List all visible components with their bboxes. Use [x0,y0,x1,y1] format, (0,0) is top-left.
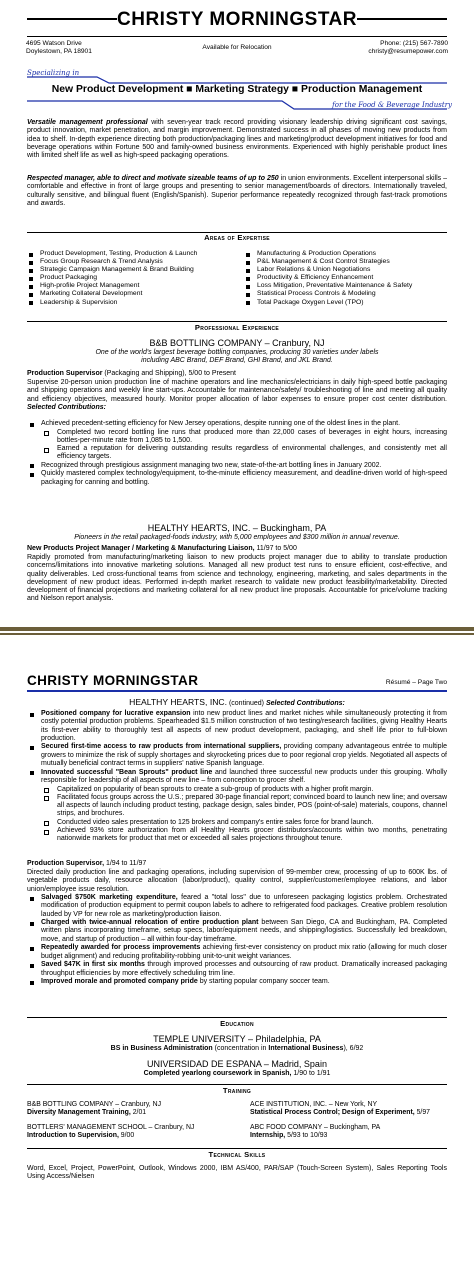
summary-2-text: in union environments. Excellent interpersonal skills – comfortable and effective in front of large groups and presenting to senior management/boards of directors. Internationally traveled, culturally sensitive, and bilingual fluent (English/Spanish). Superior performance repeatedly recognized through fast-track promotions and awards. [27,175,447,207]
job3-bullet-4-lead: Saved $47K in first six months [41,961,145,969]
contact-info [26,40,448,56]
job2-bullet-1-text: into new product lines and market niches while simultaneously protecting it from costly potential production problems. Spearheaded $1.5 million construction of two testing/research facilities, giving Healthy Hearts its first-ever ability to thoroughly test all aspects of new product development, packaging, and shelf life prior to full-blown production. [41,710,447,742]
training-entry-3 [27,1124,194,1141]
job3-title-line [27,860,447,868]
expertise-list-right [244,250,412,307]
expertise-right-item-6: Statistical Process Controls & Modeling [244,290,412,298]
job3-dates: 1/94 to 11/97 [104,860,147,867]
job2-description: Pioneers in the retail packaged-foods industry, with 5,000 employees and $300 million in annual revenue. [74,534,400,541]
page-two-label: Résumé – Page Two [385,679,447,686]
training-heading: Training [222,1086,252,1095]
job2-bullet-3-text: and launched three successful new products under this grouping. Wholly responsible for leadership of all aspects of new line – from conception to grocer shelf. [41,768,447,784]
training-1-course: Diversity Management Training, [27,1109,131,1117]
job3-bullet-5 [27,978,447,986]
education-1-degree-name: BS in Business Administration [110,1045,213,1052]
job1-description-2: including ABC Brand, DEF Brand, GHI Brand, and JKL Brand. [141,357,333,364]
education-2-course: Completed yearlong coursework in Spanish, [143,1070,292,1077]
training-2-course: Statistical Process Control; Design of Experiment, [250,1109,415,1117]
expertise-right-item-7: Total Package Oxygen Level (TPO) [244,299,412,307]
candidate-name-page-two: CHRISTY MORNINGSTAR [27,673,199,688]
resume-page-one [0,0,474,622]
job3-bullet-4-text: through improved processes and outsourcing of raw product. Dramatically increased packaging throughput efficiencies by more effectively scheduling trim line. [41,961,447,977]
job2-bullet-2-lead: Secured first-time access to raw products from international suppliers, [41,743,282,751]
job2-sub-bullet-3: Conducted video sales presentation to 125 brokers and company's entire sales force for brand launch. [41,819,447,827]
job2-bullet-1-lead: Positioned company for lucrative expansion [41,710,191,717]
job3-bullet-1-text: feared a "total loss" due to unforeseen packaging logistics problem. Orchestrated modification of production equipment to permit coupon labels to adhere to refrigerated food packages. Creative problem resolution lauded by VP for new role as marketing/production liaison. [41,894,447,918]
training-entry-2 [250,1101,430,1118]
job2-title: New Products Project Manager / Marketing & Manufacturing Liaison, [27,545,255,552]
expertise-right-item-3: Labor Relations & Union Negotiations [244,266,412,274]
job3-bullet-2-lead: Charged with twice-annual relocation of entire production plant [41,919,259,927]
job1-dates: (Packaging and Shipping), 5/00 to Present [102,370,236,377]
education-1-concentration-label: (concentration in [212,1045,269,1052]
job3-bullet-1-lead: Salvaged $750K marketing expenditure, [41,894,178,901]
headline-specialties: New Product Development ■ Marketing Strategy ■ Production Management [51,84,423,95]
job2-sub-bullet-1: Capitalized on popularity of bean sprouts to create a sub-group of products with a higher profit margin. [41,786,447,794]
job3-bullet-2 [27,919,447,944]
training-1-date: 2/01 [130,1109,147,1117]
job3-bullet-5-lead: Improved morale and promoted company pride [41,978,198,986]
job1-description-1: One of the world's largest beverage bottling companies, producing 30 varieties under labels [95,349,379,356]
training-rule [27,1084,447,1085]
job3-bullet-3-text: achieving first-ever consistency on product mix ratio (allowing for much closer budget alignment) and reducing profitability-robbing unit-to-unit weight variances. [41,944,447,960]
job2-summary: Rapidly promoted from manufacturing/marketing liaison to new products project manager due to ability to translate production concerns/limitations into innovative marketing solutions. Managed all new product test runs to ensure efficient, cost-effective, and quality deliverables. Led cross-functional teams from science and technology, engineering, marketing, and sales departments in the development of new product ideas. Performed in-depth market research to validate new product feasibility/marketability. Directed development of financial projections and marketing collateral for all new product line proposals. Accountable for price/volume tracking and Nielson report analysis. [27,554,447,603]
continued-note: (continued) [227,700,266,707]
training-3-course: Introduction to Supervision, [27,1132,119,1140]
education-2-dates: 1/90 to 1/91 [291,1070,331,1077]
education-heading: Education [220,1019,254,1028]
expertise-right-item-4: Productivity & Efficiency Enhancement [244,274,412,282]
job1-sub-bullet-2: Earned a reputation for delivering outstanding results regardless of environmental challenges, and consistently met all efficiency targets. [41,445,447,462]
job1-contributions-label: Selected Contributions: [27,403,106,411]
email-address[interactable]: christy@resumepower.com [368,48,448,55]
expertise-left-item-1: Product Development, Testing, Production & Launch [27,250,197,258]
page-two-header-rule [27,690,447,692]
job1-summary [27,379,447,412]
address-line-2: Doylestown, PA 18901 [26,48,92,55]
job2-title-line [27,545,447,553]
expertise-right-item-1: Manufacturing & Production Operations [244,250,412,258]
industry-tagline: for the Food & Beverage Industry [332,101,452,109]
job1-company: B&B BOTTLING COMPANY – Cranbury, NJ [149,338,325,348]
expertise-heading: Areas of Expertise [204,233,270,242]
training-entry-1 [27,1101,161,1118]
job2-bullet-2 [27,743,447,768]
education-1-concentration: International Business [268,1045,344,1052]
training-3-date: 9/00 [118,1132,135,1140]
continued-contributions-label: Selected Contributions: [265,700,345,707]
job1-title: Production Supervisor [27,370,103,377]
job3-bullet-5-text: by starting popular company soccer team. [197,978,330,986]
expertise-left-item-7: Leadership & Supervision [27,299,197,307]
candidate-name: CHRISTY MORNINGSTAR [117,9,357,30]
job2-sub-bullet-4: Achieved 93% store authorization from all Healthy Hearts grocer distributors/accounts within two months, penetrating nationwide markets for product that met or exceeded all sales projections throughout tenure. [41,827,447,844]
summary-paragraph-1 [27,119,447,160]
training-4-org: ABC FOOD COMPANY – Buckingham, PA [250,1124,381,1131]
expertise-left-item-4: Product Packaging [27,274,197,282]
skills-rule [27,1148,447,1149]
job3-title: Production Supervisor, [27,860,105,867]
job1-bullet-2: Recognized through prestigious assignment managing two new, state-of-the-art bottling lines in January 2002. [27,462,447,470]
training-entry-4 [250,1124,380,1141]
expertise-left-item-5: High-profile Project Management [27,282,197,290]
education-2-school: UNIVERSIDAD DE ESPANA – Madrid, Spain [147,1059,327,1069]
expertise-list-left [27,250,197,307]
job3-bullet-3 [27,944,447,961]
summary-1-text: with seven-year track record providing visionary leadership driving significant cost savings, product innovation, market penetration, and margin improvement. Demonstrated success in all phases of moving new products from idea to shelf. In-depth experience directing both production/packaging lines and marketing/product development initiatives for food and beverage operations within Fortune 500 and family-owned business environments. Experienced with highly perishable product lines with limited shelf life as well as high-speed packaging operations. [27,119,447,160]
expertise-left-item-3: Strategic Campaign Management & Brand Building [27,266,197,274]
job3-bullet-2-text: between San Diego, CA and Buckingham, PA. Completed written plans incorporating timeframe, setup specs, labor/equipment needs, and shipping/logistics. Successfully led breakdown, move, and startup of production – all within four-day timeframe. [41,919,448,943]
resume-page-two [0,640,474,1288]
expertise-left-item-2: Focus Group Research & Trend Analysis [27,258,197,266]
training-3-org: BOTTLERS' MANAGEMENT SCHOOL – Cranbury, NJ [27,1124,195,1131]
job1-bullet-1: Achieved precedent-setting efficiency for New Jersey operations, despite running one of the oldest lines in the plant. [27,420,447,428]
job2-contributions [27,710,447,844]
header-underline [27,36,447,37]
job2-bullet-3-lead: Innovated successful "Bean Sprouts" product line [41,768,213,776]
training-2-org: ACE INSTITUTION, INC. – New York, NY [250,1101,378,1108]
job3-contributions [27,894,447,987]
job1-bullets [27,420,447,487]
training-2-date: 5/97 [414,1109,430,1117]
job2-bullet-2-text: providing company advantageous entrée to multiple growers to minimize the risk of supply shortages and skyrocketing prices due to poor regional crop yields. Negotiated all aspects of mutually beneficial contract terms in suppliers' native Spanish language. [41,743,447,768]
job2-bullet-3 [27,769,447,786]
expertise-right-item-5: Loss Mitigation, Preventative Maintenance & Safety [244,282,412,290]
job2-dates: 11/97 to 5/00 [254,545,297,552]
training-4-date: 5/93 to 10/93 [285,1132,328,1140]
training-4-course: Internship, [250,1132,286,1140]
job2-company: HEALTHY HEARTS, INC. – Buckingham, PA [147,523,327,533]
education-rule [27,1017,447,1018]
job3-bullet-1 [27,894,447,919]
specializing-label: Specializing in [27,69,80,77]
education-1-school: TEMPLE UNIVERSITY – Philadelphia, PA [153,1034,321,1044]
expertise-left-item-6: Marketing Collateral Development [27,290,197,298]
job2-bullet-1 [27,710,447,743]
education-2-coursework [0,1070,474,1078]
job1-bullet-3: Quickly mastered complex technology/equipment, to-the-minute efficiency measurement, and deadline-driven world of high-speed packaging for canning and bottling. [27,470,447,487]
job2-sub-bullet-2: Facilitated focus groups across the U.S.; prepared 30-page financial report; convinced board to launch new line; and oversaw all aspects of launch including product testing, package design, sales binder, POS (point-of-sale) materials, coupons, channel strips, and brochures. [41,794,447,819]
summary-1-lead: Versatile management professional [27,119,148,126]
summary-paragraph-2 [27,175,447,208]
experience-rule [27,321,447,322]
training-1-org: B&B BOTTLING COMPANY – Cranbury, NJ [27,1101,162,1108]
job3-bullet-3-lead: Repeatedly awarded for process improvements [41,944,201,952]
phone-number: Phone: (215) 567-7890 [380,40,448,47]
experience-heading: Professional Experience [194,323,280,332]
expertise-right-item-2: P&L Management & Cost Control Strategies [244,258,412,266]
job3-summary: Directed daily production line and packaging operations, including supervision of 99-member crew, processing of up to 600K lbs. of vegetable products daily, resource allocation (labor/product), quality control, supplier/customer/employee relations, and labor union/employee issue resolution. [27,869,447,893]
technical-skills-list: Word, Excel, Project, PowerPoint, Outlook, Windows 2000, IBM AS/400, PAR/SAP (Touch-Screen System), Sales Reporting Tools Using Access/Nielsen [27,1165,447,1181]
continued-company: HEALTHY HEARTS, INC. [129,697,228,707]
summary-2-lead: Respected manager, able to direct and motivate sizeable teams of up to 250 [27,175,279,182]
job1-summary-text: Supervise 20-person union production line of machine operators and line mechanics/electricians in daily high-speed bottle packaging and shipping operations and weekly line start-ups. Accountable for maintenance/safety/ troubleshooting of line and meeting all quality and efficiency objectives, measured hourly. Monitor proper allocation of labor expenses to ensure proper cost center distribution. [27,379,447,403]
skills-heading: Technical Skills [208,1150,266,1159]
address-line-1: 4695 Watson Drive [26,40,82,47]
job3-bullet-4 [27,961,447,978]
education-1-date: ), 6/92 [343,1045,364,1052]
relocation-note: Available for Relocation [202,44,272,51]
job1-sub-bullet-1: Completed two record bottling line runs that produced more than 22,000 cases of beverages in eight hours, increasing bottles-per-minute rate from 1,085 to 1,500. [41,429,447,446]
education-1-degree [0,1045,474,1053]
job2-continued-heading [0,697,474,709]
page-separator [0,622,474,640]
job1-title-line [27,370,447,378]
